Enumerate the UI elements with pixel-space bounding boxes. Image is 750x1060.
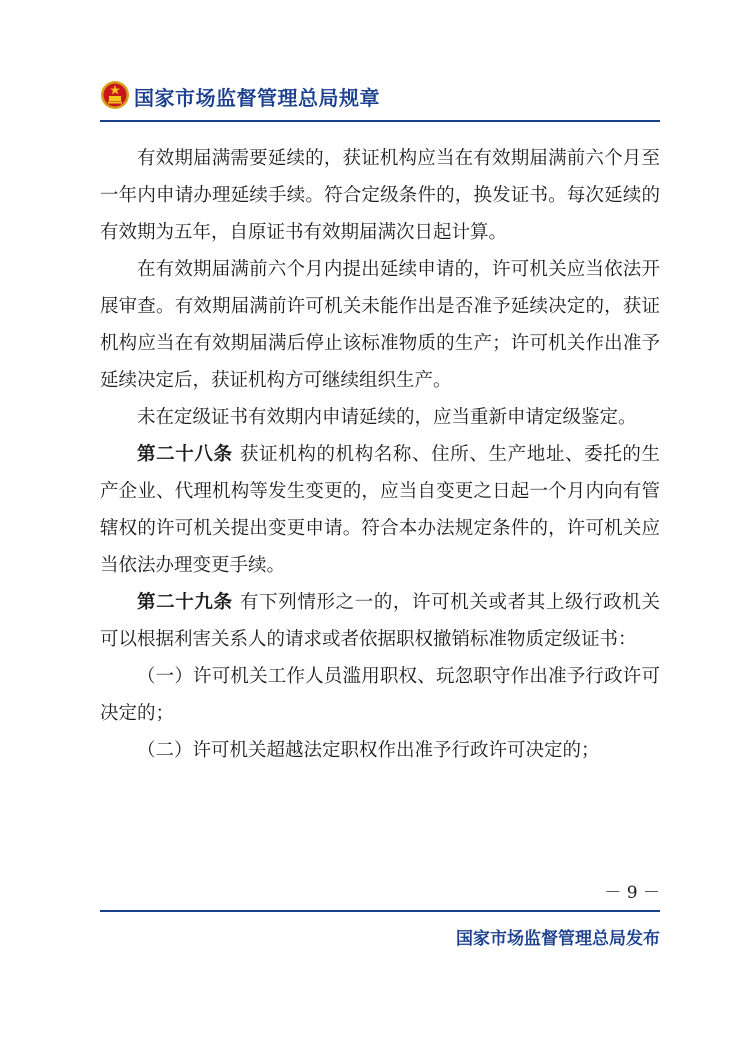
paragraph-text: 获证机构的机构名称、住所、生产地址、委托的生产企业、代理机构等发生变更的，应当自变更之日起一个月内向有管辖权的许可机关提出变更申请。符合本办法规定条件的，许可机关应当依法办理变更手续。 — [100, 444, 660, 576]
header-divider — [100, 120, 660, 122]
paragraph — [100, 584, 660, 658]
paragraph-text: 有效期届满需要延续的，获证机构应当在有效期届满前六个月至一年内申请办理延续手续。符合定级条件的，换发证书。每次延续的有效期为五年，自原证书有效期届满次日起计算。 — [100, 148, 660, 243]
paragraph — [100, 732, 660, 769]
paragraph-text: （二）许可机关超越法定职权作出准予行政许可决定的； — [137, 740, 600, 761]
paragraph — [100, 658, 660, 732]
paragraph-text: 有下列情形之一的，许可机关或者其上级行政机关可以根据利害关系人的请求或者依据职权撤销标准物质定级证书： — [100, 592, 660, 650]
document-body — [100, 140, 660, 769]
page-number: － 9 － — [604, 883, 660, 903]
paragraph — [100, 399, 660, 436]
paragraph-text: （一）许可机关工作人员滥用职权、玩忽职守作出准予行政许可决定的； — [100, 666, 660, 724]
paragraph — [100, 436, 660, 584]
article-number: 第二十九条 — [137, 592, 233, 613]
paragraph-text: 未在定级证书有效期内申请延续的，应当重新申请定级鉴定。 — [137, 407, 637, 428]
header-title: 国家市场监督管理总局规章 — [134, 86, 380, 110]
national-emblem-icon — [100, 80, 130, 110]
paragraph — [100, 140, 660, 251]
footer-publisher: 国家市场监督管理总局发布 — [456, 929, 660, 949]
paragraph — [100, 251, 660, 399]
footer-divider — [100, 910, 660, 912]
paragraph-text: 在有效期届满前六个月内提出延续申请的，许可机关应当依法开展审查。有效期届满前许可机关未能作出是否准予延续决定的，获证机构应当在有效期届满后停止该标准物质的生产；许可机关作出准予延续决定后，获证机构方可继续组织生产。 — [100, 259, 660, 391]
article-number: 第二十八条 — [137, 444, 233, 465]
page-header — [100, 78, 660, 120]
